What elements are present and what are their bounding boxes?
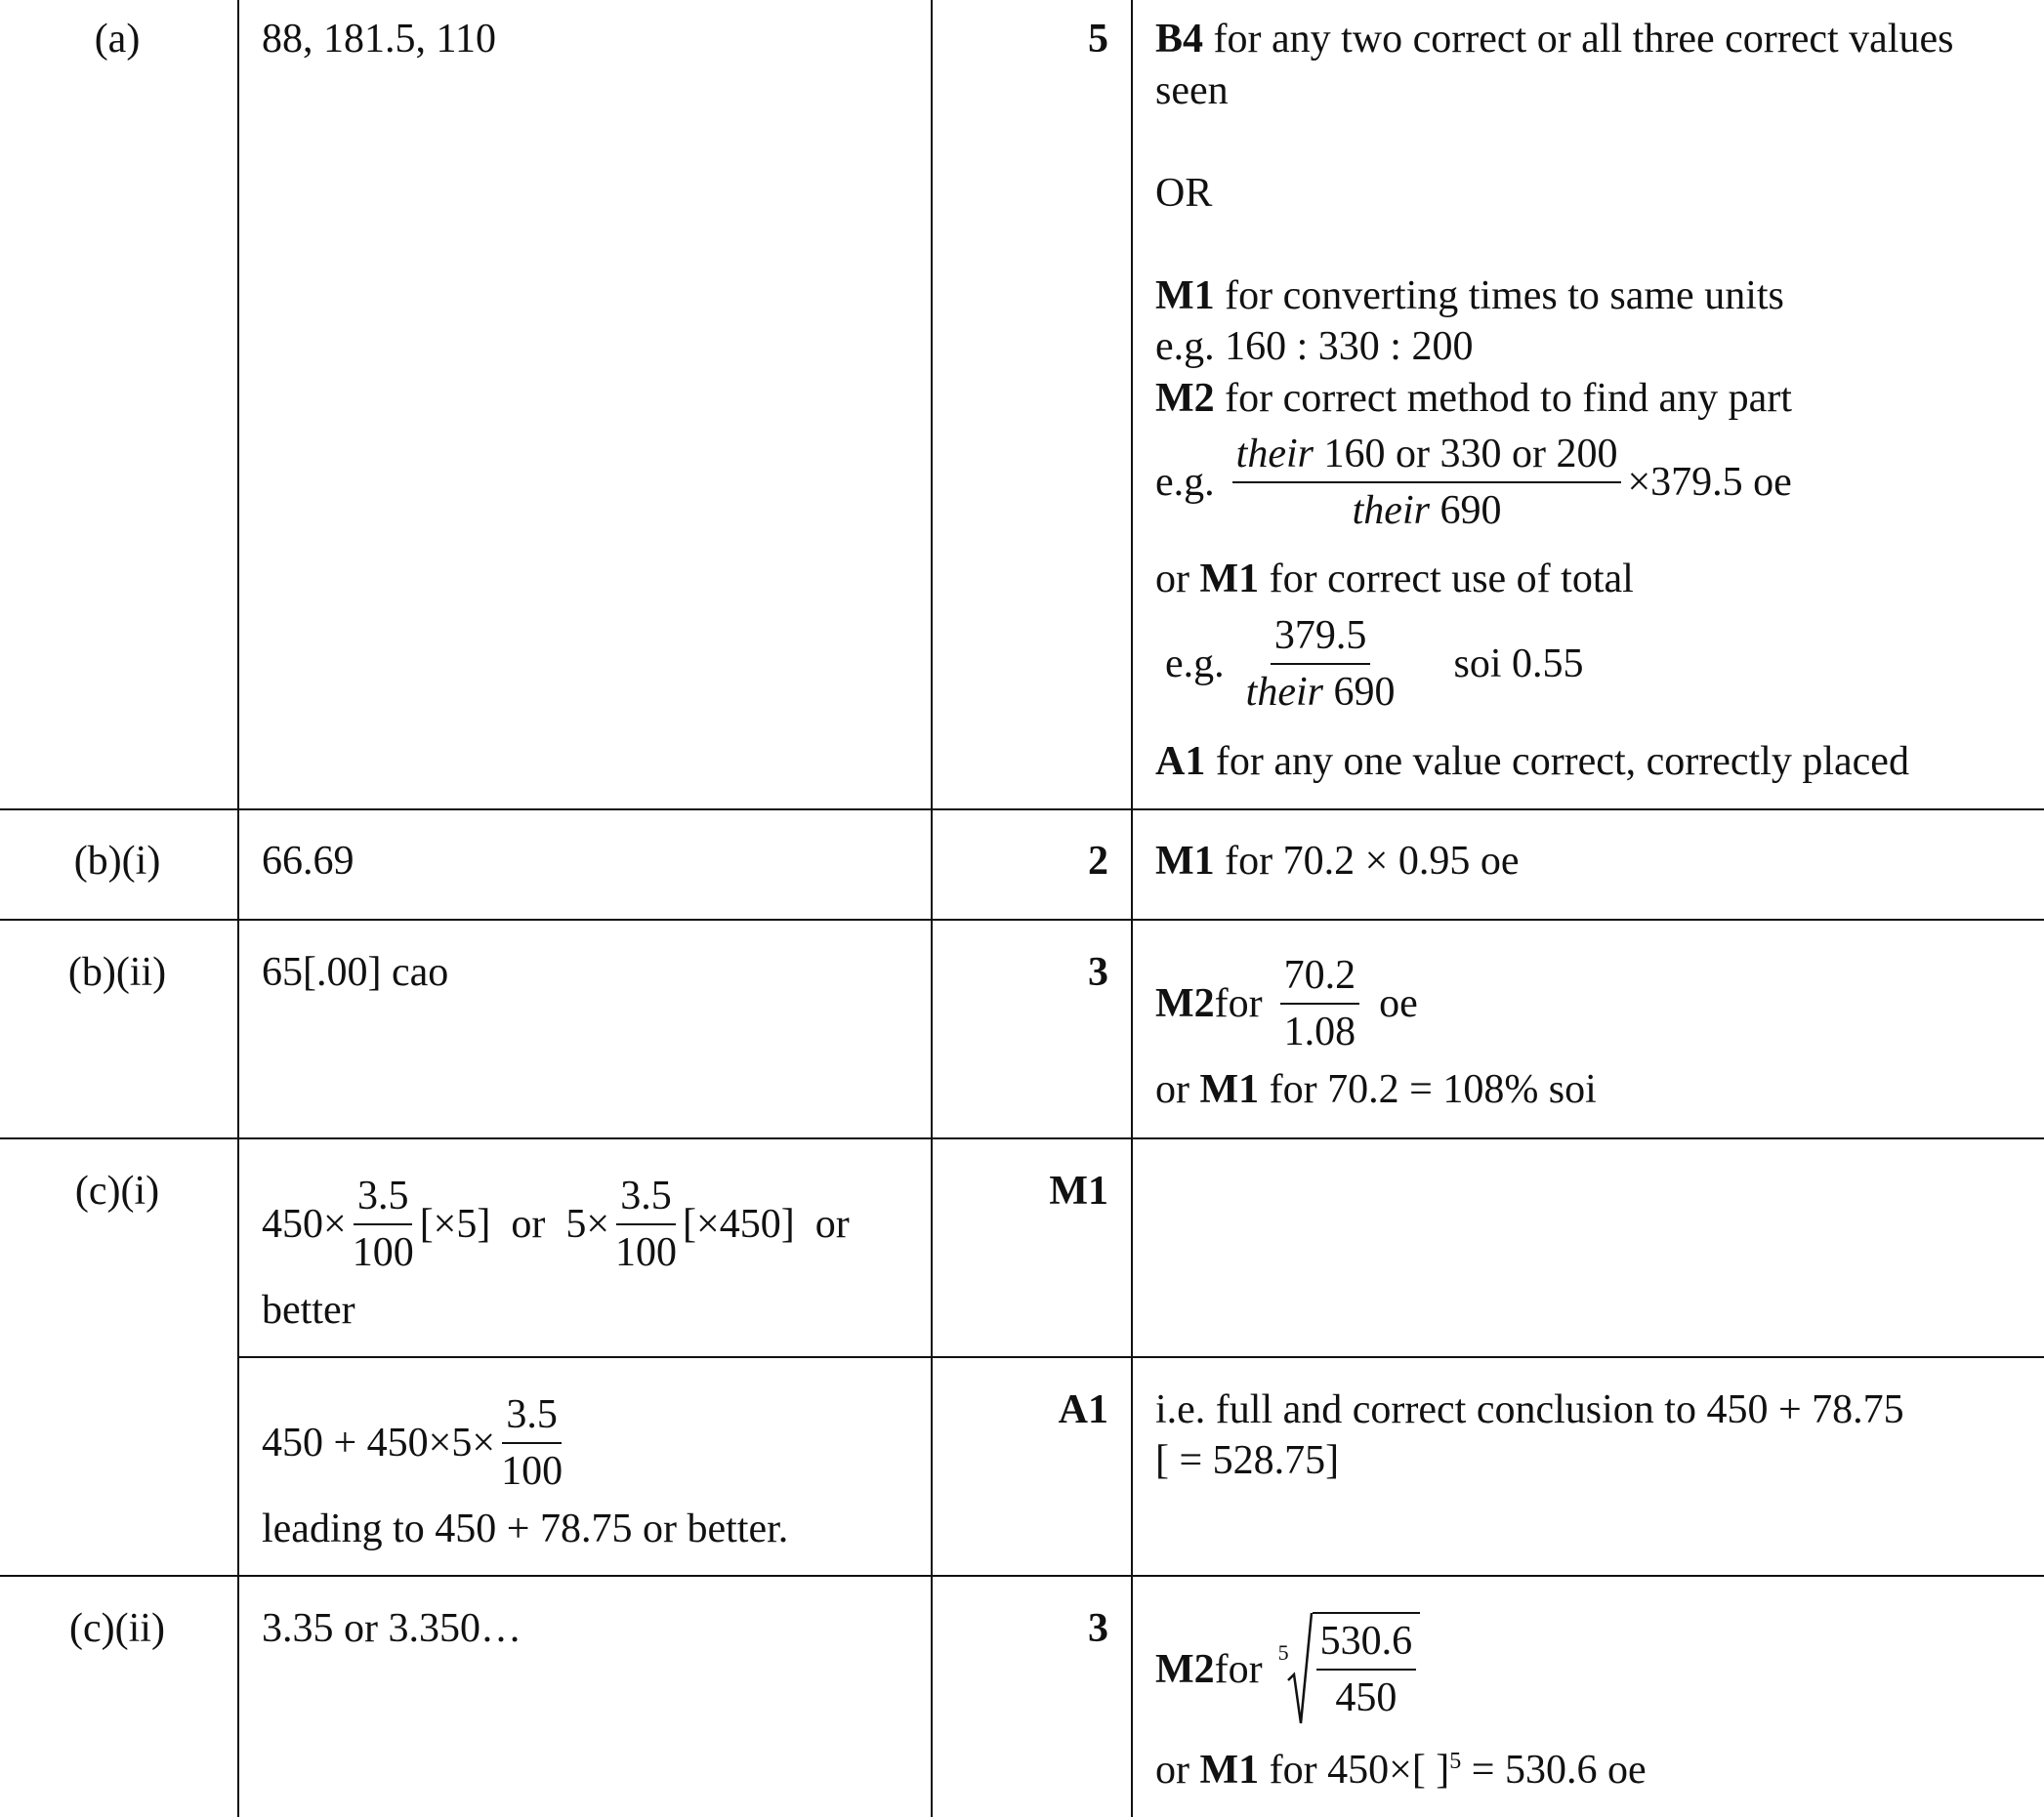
marks-cell: 3 (1088, 1606, 1108, 1651)
guidance-line (1155, 736, 1909, 788)
their-text: their (1235, 431, 1314, 476)
guidance-text: for correct method to find any part (1214, 376, 1792, 421)
guidance-fraction-line (1155, 945, 1418, 1062)
numerator-values: 160 or 330 or 200 (1313, 431, 1618, 476)
column-divider-2 (931, 0, 933, 1817)
example-line: e.g. 160 : 330 : 200 (1155, 324, 1474, 369)
row-divider-a (0, 808, 2044, 810)
their-text: their (1352, 488, 1430, 533)
radical-sign-icon (1287, 1612, 1313, 1727)
numerator: 530.6 (1316, 1618, 1417, 1671)
marks-cell: 5 (1088, 17, 1108, 62)
guidance-text: for converting times to same units (1214, 273, 1784, 318)
guidance-line (1155, 270, 1784, 322)
denominator: 100 (501, 1449, 563, 1494)
root-index: 5 (1277, 1640, 1289, 1665)
fraction-tail: soi 0.55 (1453, 640, 1584, 686)
fraction (1280, 952, 1360, 1056)
guidance-line (1155, 1745, 1647, 1796)
denominator: 100 (352, 1230, 414, 1275)
marks-cell: 2 (1088, 839, 1108, 884)
denominator-value: 690 (1322, 670, 1396, 715)
guidance-line (1155, 1064, 1597, 1116)
answer-fraction-line (262, 1384, 568, 1502)
answer-cell: 65[.00] cao (262, 950, 449, 995)
mark-code: B4 (1155, 17, 1204, 62)
mark-code: M2 (1155, 1646, 1215, 1692)
mark-code: M1 (1199, 557, 1260, 601)
part-label: (b)(i) (73, 839, 161, 884)
or-text: or (1155, 1067, 1200, 1112)
column-divider-1 (237, 0, 239, 1817)
expr-part: 450 + 450×5× (262, 1420, 496, 1466)
mark-code: M1 (1155, 273, 1215, 318)
expr-part: 450× (262, 1201, 347, 1247)
their-text: their (1245, 670, 1323, 715)
denominator: 450 (1335, 1675, 1397, 1721)
fraction (1316, 1618, 1417, 1722)
column-divider-3 (1131, 0, 1133, 1817)
or-text: or (1155, 557, 1200, 601)
guidance-text: = 530.6 oe (1461, 1748, 1647, 1793)
mark-code: M1 (1199, 1067, 1260, 1112)
example-fraction-line (1155, 422, 1792, 543)
marks-cell: 3 (1088, 950, 1108, 995)
denominator: 1.08 (1283, 1010, 1356, 1054)
numerator: 3.5 (502, 1391, 562, 1444)
mark-code: M2 (1155, 980, 1215, 1026)
row-divider-ci (0, 1575, 2044, 1577)
fraction-tail: oe (1379, 980, 1418, 1026)
or-separator: OR (1155, 171, 1213, 216)
expr-part: [×5] or 5× (419, 1201, 610, 1247)
fraction-tail: ×379.5 oe (1627, 459, 1792, 505)
row-divider-bii (0, 1137, 2044, 1139)
numerator: 3.5 (354, 1173, 413, 1225)
row-divider-ci-inner (237, 1356, 2044, 1358)
answer-line: leading to 450 + 78.75 or better. (262, 1507, 789, 1551)
guidance-text: for any two correct or all three correct values (1203, 17, 1954, 62)
guidance-text: for correct use of total (1259, 557, 1634, 601)
guidance-text: for (1214, 1646, 1263, 1692)
fraction (497, 1391, 566, 1496)
fifth-root (1278, 1612, 1421, 1727)
mark-code: M1 (1199, 1748, 1260, 1793)
guidance-text: for (1214, 980, 1263, 1026)
fraction (611, 1173, 681, 1277)
guidance-text: for 70.2 = 108% soi (1259, 1067, 1597, 1112)
guidance-line (1155, 14, 1953, 65)
guidance-line: seen (1155, 68, 1229, 113)
fraction (1242, 612, 1399, 717)
mark-code: M1 (1155, 839, 1215, 884)
marks-cell: M1 (1049, 1169, 1108, 1214)
fraction (1232, 431, 1622, 535)
eg-label: e.g. (1155, 459, 1215, 505)
guidance-text: for 450×[ ] (1259, 1748, 1450, 1793)
denominator: 100 (615, 1230, 678, 1275)
answer-line: better (262, 1288, 355, 1333)
numerator: 70.2 (1280, 952, 1360, 1005)
numerator: 379.5 (1271, 612, 1371, 665)
marks-cell: A1 (1058, 1387, 1108, 1432)
part-label: (a) (94, 17, 141, 62)
example-fraction-line (1165, 605, 1584, 723)
guidance-root-line (1155, 1609, 1420, 1730)
mark-code: A1 (1155, 739, 1206, 784)
guidance-text: for any one value correct, correctly placed (1205, 739, 1909, 784)
part-label: (b)(ii) (67, 950, 167, 995)
answer-cell: 88, 181.5, 110 (262, 17, 496, 62)
answer-fraction-line (262, 1166, 850, 1283)
expr-part: [×450] or (683, 1201, 850, 1247)
guidance-line (1155, 836, 1519, 888)
row-divider-bi (0, 919, 2044, 921)
guidance-line: [ = 528.75] (1155, 1438, 1340, 1483)
answer-cell: 66.69 (262, 839, 355, 884)
answer-cell: 3.35 or 3.350… (262, 1606, 521, 1651)
guidance-line (1155, 373, 1792, 425)
or-text: or (1155, 1748, 1200, 1793)
part-label: (c)(i) (74, 1169, 160, 1214)
fraction (349, 1173, 418, 1277)
guidance-text: for 70.2 × 0.95 oe (1214, 839, 1520, 884)
guidance-line: i.e. full and correct conclusion to 450 + 78.75 (1155, 1387, 1904, 1432)
exponent: 5 (1449, 1749, 1462, 1774)
mark-code: M2 (1155, 376, 1215, 421)
denominator-value: 690 (1429, 488, 1502, 533)
guidance-line (1155, 554, 1634, 605)
eg-label: e.g. (1165, 640, 1225, 686)
part-label: (c)(ii) (69, 1606, 165, 1651)
numerator: 3.5 (616, 1173, 676, 1225)
